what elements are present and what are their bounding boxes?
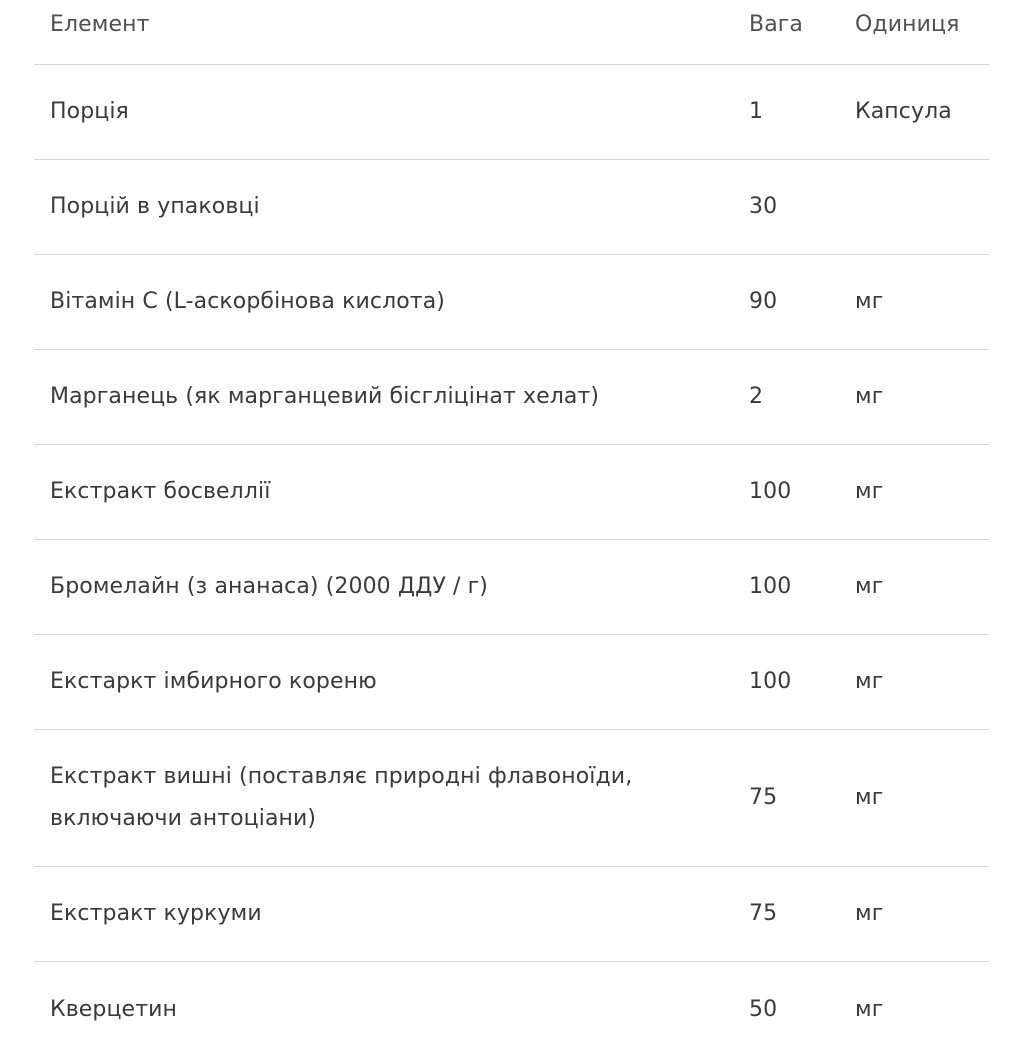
row-name: Порція: [50, 99, 129, 124]
row-unit: мг: [855, 901, 884, 926]
row-weight: 75: [749, 785, 778, 810]
row-weight: 100: [749, 669, 792, 694]
row-weight: 75: [749, 901, 778, 926]
table-row: [34, 445, 989, 540]
row-weight: 2: [749, 384, 764, 409]
table-header: [34, 0, 989, 65]
row-name: Порцій в упаковці: [50, 194, 260, 219]
row-unit: Капсула: [855, 99, 952, 124]
row-name: Бромелайн (з ананаса) (2000 ДДУ / г): [50, 574, 488, 599]
table-row: [34, 255, 989, 350]
row-weight: 1: [749, 99, 764, 124]
row-weight: 100: [749, 479, 792, 504]
row-name: Вітамін C (L-аскорбінова кислота): [50, 289, 445, 314]
row-unit: мг: [855, 289, 884, 314]
row-name: Екстракт босвеллії: [50, 479, 271, 504]
header-weight: Вага: [749, 12, 804, 37]
row-weight: 30: [749, 194, 778, 219]
table-row: [34, 635, 989, 730]
table-row: [34, 160, 989, 255]
row-name: Кверцетин: [50, 996, 177, 1022]
table-row: [34, 540, 989, 635]
row-weight: 50: [749, 996, 778, 1022]
table-row: [34, 962, 989, 1057]
row-name: Марганець (як марганцевий бісгліцінат хелат): [50, 384, 600, 409]
row-unit: мг: [855, 996, 884, 1022]
row-unit: мг: [855, 574, 884, 599]
row-name: [50, 756, 690, 840]
row-weight: 90: [749, 289, 778, 314]
row-name-line2: включаючи антоціани): [50, 806, 317, 831]
row-name: Екстракт куркуми: [50, 901, 262, 926]
composition-table: [34, 0, 989, 1057]
row-unit: мг: [855, 479, 884, 504]
table-row: [34, 65, 989, 160]
row-unit: мг: [855, 785, 884, 810]
row-name: Екстаркт імбирного кореню: [50, 669, 377, 694]
row-name-line1: Екстракт вишні (поставляє природні флавоноїди,: [50, 764, 633, 789]
header-element: Елемент: [50, 12, 150, 37]
table-row: [34, 867, 989, 962]
header-unit: Одиниця: [855, 12, 960, 37]
row-unit: мг: [855, 384, 884, 409]
table-row: [34, 350, 989, 445]
row-weight: 100: [749, 574, 792, 599]
row-unit: мг: [855, 669, 884, 694]
table-row: [34, 730, 989, 867]
